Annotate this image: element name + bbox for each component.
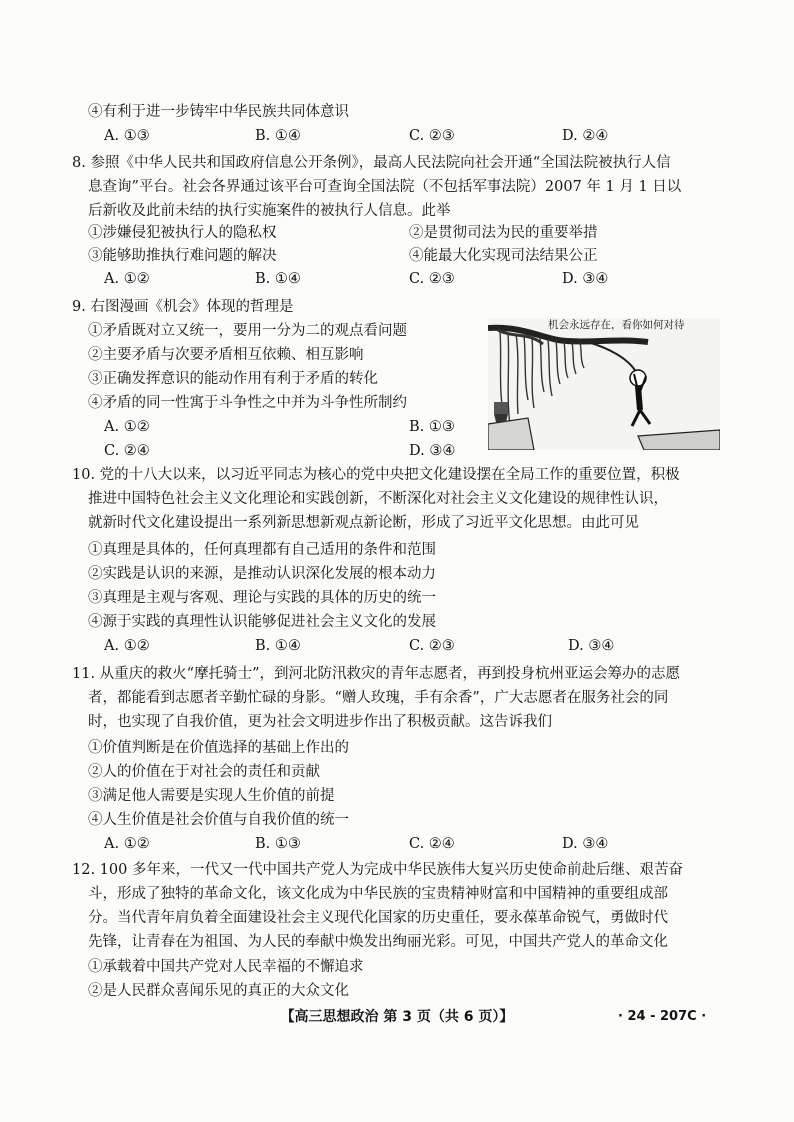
q7-option-a: A. ①③ — [104, 128, 150, 144]
q7-option-b: B. ①④ — [255, 128, 301, 144]
q7-item-4: ④有利于进一步铸牢中华民族共同体意识 — [88, 104, 349, 120]
q8-option-a: A. ①② — [104, 271, 150, 287]
q9-item-1: ①矛盾既对立又统一，要用一分为二的观点看问题 — [88, 323, 407, 339]
q12-item-2: ②是人民群众喜闻乐见的真正的大众文化 — [88, 983, 349, 999]
q11-option-d: D. ③④ — [562, 836, 609, 852]
q11-stem-line-1: 11. 从重庆的救火“摩托骑士”，到河北防汛救灾的青年志愿者，再到投身杭州亚运会筹办的志愿 — [72, 666, 680, 682]
q11-item-2: ②人的价值在于对社会的责任和贡献 — [88, 764, 320, 780]
q9-option-d: D. ③④ — [409, 443, 456, 459]
q8-stem-line-2: 息查询”平台。社会各界通过该平台可查询全国法院（不包括军事法院）2007 年 1 月 1 日以 — [88, 179, 682, 195]
q8-stem-line-1: 8. 参照《中华人民共和国政府信息公开条例》，最高人民法院向社会开通“全国法院被执行人信 — [72, 155, 671, 171]
q10-option-a: A. ①② — [104, 638, 150, 654]
q9-item-2: ②主要矛盾与次要矛盾相互依赖、相互影响 — [88, 347, 364, 363]
q8-option-d: D. ③④ — [562, 271, 609, 287]
q10-option-c: C. ②③ — [409, 638, 455, 654]
q10-stem-line-2: 推进中国特色社会主义文化理论和实践创新，不断深化对社会主义文化建设的规律性认识， — [88, 491, 668, 507]
q11-option-a: A. ①② — [104, 836, 150, 852]
q10-option-d: D. ③④ — [568, 638, 615, 654]
q10-item-1: ①真理是具体的，任何真理都有自己适用的条件和范围 — [88, 542, 436, 558]
q8-option-c: C. ②③ — [409, 271, 455, 287]
q10-item-2: ②实践是认识的来源，是推动认识深化发展的根本动力 — [88, 566, 436, 582]
q8-stem-line-3: 后新收及此前未结的执行实施案件的被执行人信息。此举 — [88, 203, 451, 219]
q12-stem-line-4: 先锋，让青春在为祖国、为人民的奉献中焕发出绚丽光彩。可见，中国共产党人的革命文化 — [88, 934, 668, 950]
q12-item-1: ①承载着中国共产党对人民幸福的不懈追求 — [88, 959, 364, 975]
q8-item-3: ③能够助推执行难问题的解决 — [88, 248, 277, 264]
q12-stem-line-2: 斗，形成了独特的革命文化，该文化成为中华民族的宝贵精神财富和中国精神的重要组成部 — [88, 886, 668, 902]
q9-option-c: C. ②④ — [104, 443, 150, 459]
opportunity-cartoon — [488, 318, 720, 450]
q8-item-1: ①涉嫌侵犯被执行人的隐私权 — [88, 225, 277, 241]
q9-item-3: ③正确发挥意识的能动作用有利于矛盾的转化 — [88, 371, 378, 387]
q9-stem: 9. 右图漫画《机会》体现的哲理是 — [72, 299, 294, 315]
q8-option-b: B. ①④ — [255, 271, 301, 287]
q9-option-b: B. ①③ — [409, 419, 455, 435]
q11-stem-line-2: 者，都能看到志愿者辛勤忙碌的身影。“赠人玫瑰，手有余香”，广大志愿者在服务社会的同 — [88, 690, 669, 706]
q10-option-b: B. ①④ — [255, 638, 301, 654]
q10-item-3: ③真理是主观与客观、理论与实践的具体的历史的统一 — [88, 590, 436, 606]
q12-stem-line-3: 分。当代青年肩负着全面建设社会主义现代化国家的历史重任，要永葆革命锐气，勇做时代 — [88, 910, 668, 926]
cartoon-caption: 机会永远存在，看你如何对待 — [548, 319, 685, 331]
q11-option-b: B. ①③ — [255, 836, 301, 852]
q8-item-4: ④能最大化实现司法结果公正 — [409, 248, 598, 264]
q11-item-1: ①价值判断是在价值选择的基础上作出的 — [88, 740, 349, 756]
q11-stem-line-3: 时，也实现了自我价值，更为社会文明进步作出了积极贡献。这告诉我们 — [88, 714, 552, 730]
q11-item-4: ④人生价值是社会价值与自我价值的统一 — [88, 812, 349, 828]
q11-item-3: ③满足他人需要是实现人生价值的前提 — [88, 788, 335, 804]
page-footer: 【高三思想政治 第 3 页（共 6 页）】 — [280, 1009, 514, 1025]
q9-option-a: A. ①② — [104, 419, 150, 435]
exam-code: · 24 - 207C · — [618, 1009, 707, 1024]
q10-stem-line-1: 10. 党的十八大以来，以习近平同志为核心的党中央把文化建设摆在全局工作的重要位置，积极 — [72, 467, 680, 483]
q10-item-4: ④源于实践的真理性认识能够促进社会主义文化的发展 — [88, 614, 436, 630]
cartoon-drawing — [488, 318, 720, 450]
q11-option-c: C. ②④ — [409, 836, 455, 852]
q10-stem-line-3: 就新时代文化建设提出一系列新思想新观点新论断，形成了习近平文化思想。由此可见 — [88, 515, 639, 531]
q9-item-4: ④矛盾的同一性寓于斗争性之中并为斗争性所制约 — [88, 395, 407, 411]
q7-option-c: C. ②③ — [409, 128, 455, 144]
q12-stem-line-1: 12. 100 多年来，一代又一代中国共产党人为完成中华民族伟大复兴历史使命前赴后继、艰苦奋 — [72, 862, 683, 878]
q8-item-2: ②是贯彻司法为民的重要举措 — [409, 225, 598, 241]
q7-option-d: D. ②④ — [562, 128, 609, 144]
